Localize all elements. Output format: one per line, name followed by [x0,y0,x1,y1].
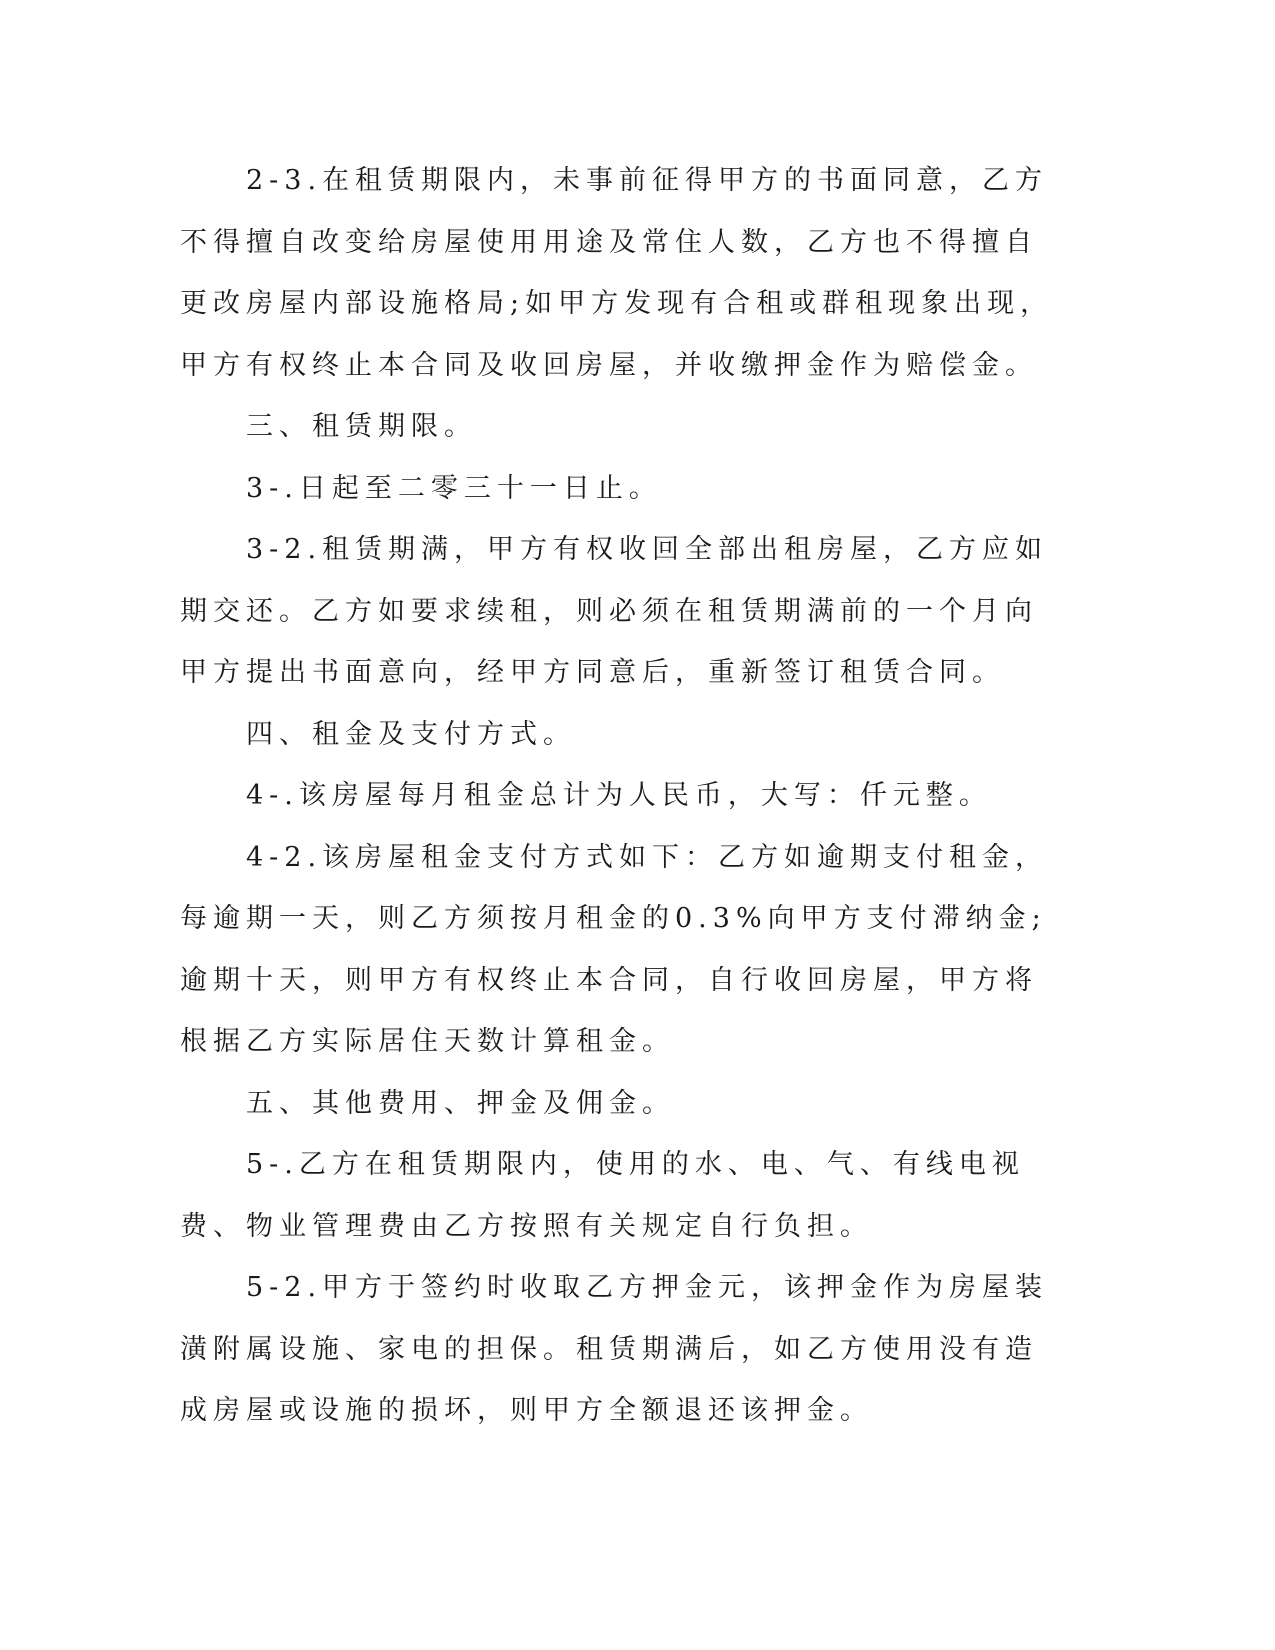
clause-3-2: 3-2.租赁期满，甲方有权收回全部出租房屋，乙方应如期交还。乙方如要求续租，则必须在租赁期满前的一个月向甲方提出书面意向，经甲方同意后，重新签订租赁合同。 [180,534,1049,688]
clause-5-2: 5-2.甲方于签约时收取乙方押金元，该押金作为房屋装潢附属设施、家电的担保。租赁期满后，如乙方使用没有造成房屋或设施的损坏，则甲方全额退还该押金。 [180,1272,1049,1426]
clause-4-1: 4-.该房屋每月租金总计为人民币，大写：仟元整。 [246,780,992,811]
document-page [180,150,1060,1450]
section-heading-other-fees: 五、其他费用、押金及佣金。 [246,1087,675,1119]
clause-2-3: 2-3.在租赁期限内，未事前征得甲方的书面同意，乙方不得擅自改变给房屋使用用途及常住人数，乙方也不得擅自更改房屋内部设施格局;如甲方发现有合租或群租现象出现，甲方有权终止本合同及收回房屋，并收缴押金作为赔偿金。 [180,165,1054,381]
clause-5-1: 5-.乙方在租赁期限内，使用的水、电、气、有线电视费、物业管理费由乙方按照有关规定自行负担。 [180,1149,1025,1242]
clause-4-2: 4-2.该房屋租金支付方式如下：乙方如逾期支付租金，每逾期一天，则乙方须按月租金的0.3%向甲方支付滞纳金;逾期十天，则甲方有权终止本合同，自行收回房屋，甲方将根据乙方实际居住天数计算租金。 [180,841,1049,1057]
section-heading-rent-payment: 四、租金及支付方式。 [246,718,576,750]
clause-3-1: 3-.日起至二零三十一日止。 [246,472,662,504]
section-heading-lease-term: 三、租赁期限。 [246,411,477,442]
